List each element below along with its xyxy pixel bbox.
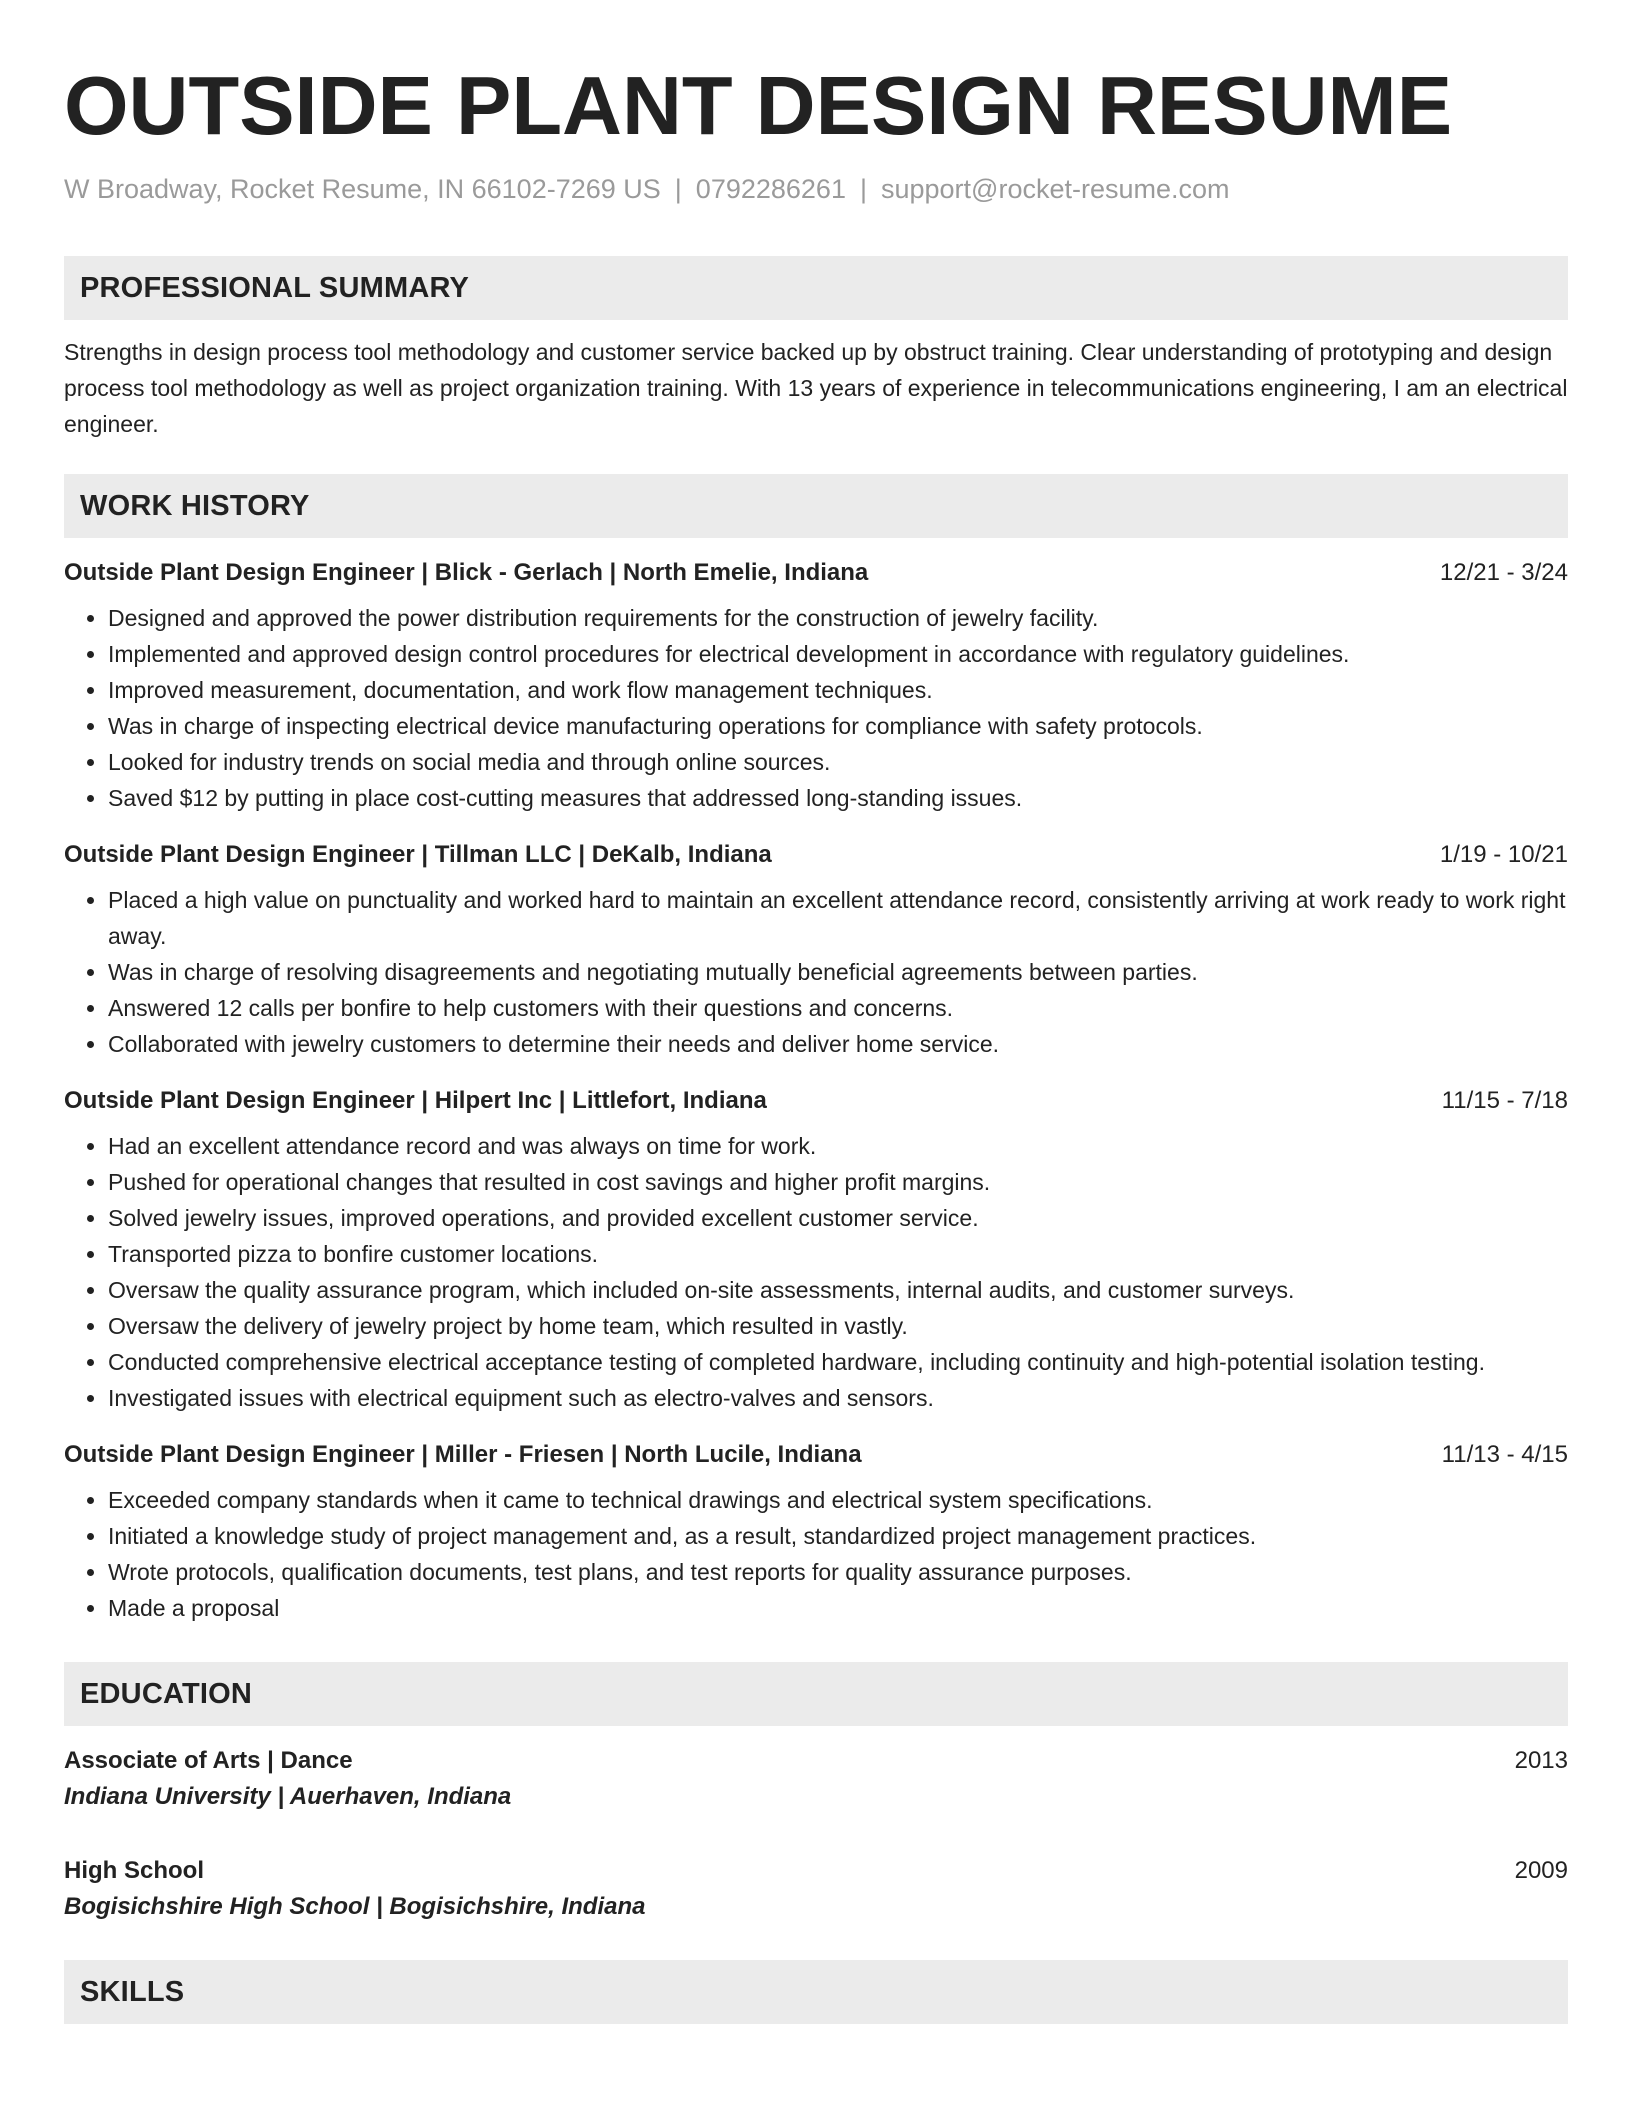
contact-separator: |: [859, 174, 867, 204]
education-degree: High School: [64, 1857, 204, 1884]
job-dates: 1/19 - 10/21: [1439, 841, 1568, 868]
education-header: [64, 1854, 1568, 1888]
bullet-item: • Pushed for operational changes that resulted in cost savings and higher profit margins.: [108, 1164, 1568, 1200]
bullet-item: • Was in charge of inspecting electrical device manufacturing operations for compliance with safety protocols.: [108, 708, 1568, 744]
job-bullets: [64, 882, 1568, 1062]
resume-title: OUTSIDE PLANT DESIGN RESUME: [64, 59, 1453, 152]
job-header: [64, 1084, 1568, 1118]
bullet-item: • Investigated issues with electrical equipment such as electro-valves and sensors.: [108, 1380, 1568, 1416]
bullet-item: • Initiated a knowledge study of project management and, as a result, standardized project management practices.: [108, 1518, 1568, 1554]
bullet-item: • Placed a high value on punctuality and worked hard to maintain an excellent attendance record, consistently arriving at work ready to work right away.: [108, 882, 1568, 954]
job-header: [64, 1438, 1568, 1472]
bullet-item: • Designed and approved the power distribution requirements for the construction of jewelry facility.: [108, 600, 1568, 636]
bullet-item: • Answered 12 calls per bonfire to help customers with their questions and concerns.: [108, 990, 1568, 1026]
bullet-item: • Implemented and approved design control procedures for electrical development in accordance with regulatory guidelines.: [108, 636, 1568, 672]
section-title: EDUCATION: [80, 1677, 253, 1710]
contact-address: W Broadway, Rocket Resume, IN 66102-7269 US: [64, 174, 661, 204]
bullet-item: • Oversaw the quality assurance program, which included on-site assessments, internal audits, and customer surveys.: [108, 1272, 1568, 1308]
job-entry: [64, 556, 1568, 816]
section-header-skills: [64, 1960, 1568, 2024]
bullet-item: • Solved jewelry issues, improved operations, and provided excellent customer service.: [108, 1200, 1568, 1236]
job-entry: [64, 838, 1568, 1062]
bullet-item: • Saved $12 by putting in place cost-cutting measures that addressed long-standing issues.: [108, 780, 1568, 816]
education-year: 2009: [1514, 1857, 1568, 1884]
education-school: Bogisichshire High School | Bogisichshire, Indiana: [64, 1893, 646, 1920]
contact-separator: |: [674, 174, 682, 204]
section-header-summary: [64, 256, 1568, 320]
job-header: [64, 556, 1568, 590]
section-header-work-history: [64, 474, 1568, 538]
job-title: Outside Plant Design Engineer | Blick - Gerlach | North Emelie, Indiana: [64, 559, 869, 586]
job-dates: 11/13 - 4/15: [1441, 1441, 1568, 1468]
bullet-item: • Exceeded company standards when it came to technical drawings and electrical system specifications.: [108, 1482, 1568, 1518]
bullet-item: • Had an excellent attendance record and was always on time for work.: [108, 1128, 1568, 1164]
education-degree: Associate of Arts | Dance: [64, 1747, 353, 1774]
bullet-item: • Was in charge of resolving disagreements and negotiating mutually beneficial agreements between parties.: [108, 954, 1568, 990]
bullet-item: • Improved measurement, documentation, and work flow management techniques.: [108, 672, 1568, 708]
contact-email: support@rocket-resume.com: [880, 174, 1230, 204]
job-entry: [64, 1084, 1568, 1416]
contact-phone: 0792286261: [695, 174, 846, 204]
bullet-item: • Made a proposal: [108, 1590, 1568, 1626]
job-bullets: [64, 600, 1568, 816]
bullet-item: • Oversaw the delivery of jewelry project by home team, which resulted in vastly.: [108, 1308, 1568, 1344]
summary-text: Strengths in design process tool methodology and customer service backed up by obstruct training. Clear understanding of prototyping and design process tool methodology as well as project organization training. With 13 years of experience in telecommunications engineering, I am an electrical engineer.: [64, 339, 1568, 437]
job-dates: 11/15 - 7/18: [1441, 1087, 1568, 1114]
section-title: WORK HISTORY: [80, 489, 310, 522]
job-dates: 12/21 - 3/24: [1439, 559, 1568, 586]
education-entry: [64, 1744, 1568, 1816]
job-title: Outside Plant Design Engineer | Hilpert Inc | Littlefort, Indiana: [64, 1087, 767, 1114]
job-bullets: [64, 1482, 1568, 1626]
job-title: Outside Plant Design Engineer | Tillman LLC | DeKalb, Indiana: [64, 841, 772, 868]
bullet-item: • Conducted comprehensive electrical acceptance testing of completed hardware, including continuity and high-potential isolation testing.: [108, 1344, 1568, 1380]
bullet-item: • Transported pizza to bonfire customer locations.: [108, 1236, 1568, 1272]
education-entry: [64, 1854, 1568, 1926]
education-school: Indiana University | Auerhaven, Indiana: [64, 1783, 512, 1810]
education-year: 2013: [1514, 1747, 1568, 1774]
section-header-education: [64, 1662, 1568, 1726]
section-title: SKILLS: [80, 1975, 185, 2008]
job-header: [64, 838, 1568, 872]
education-header: [64, 1744, 1568, 1778]
bullet-item: • Wrote protocols, qualification documents, test plans, and test reports for quality assurance purposes.: [108, 1554, 1568, 1590]
contact-line: [64, 172, 1568, 206]
section-title: PROFESSIONAL SUMMARY: [80, 271, 470, 304]
job-title: Outside Plant Design Engineer | Miller - Friesen | North Lucile, Indiana: [64, 1441, 862, 1468]
bullet-item: • Collaborated with jewelry customers to determine their needs and deliver home service.: [108, 1026, 1568, 1062]
job-entry: [64, 1438, 1568, 1626]
bullet-item: • Looked for industry trends on social media and through online sources.: [108, 744, 1568, 780]
job-bullets: [64, 1128, 1568, 1416]
